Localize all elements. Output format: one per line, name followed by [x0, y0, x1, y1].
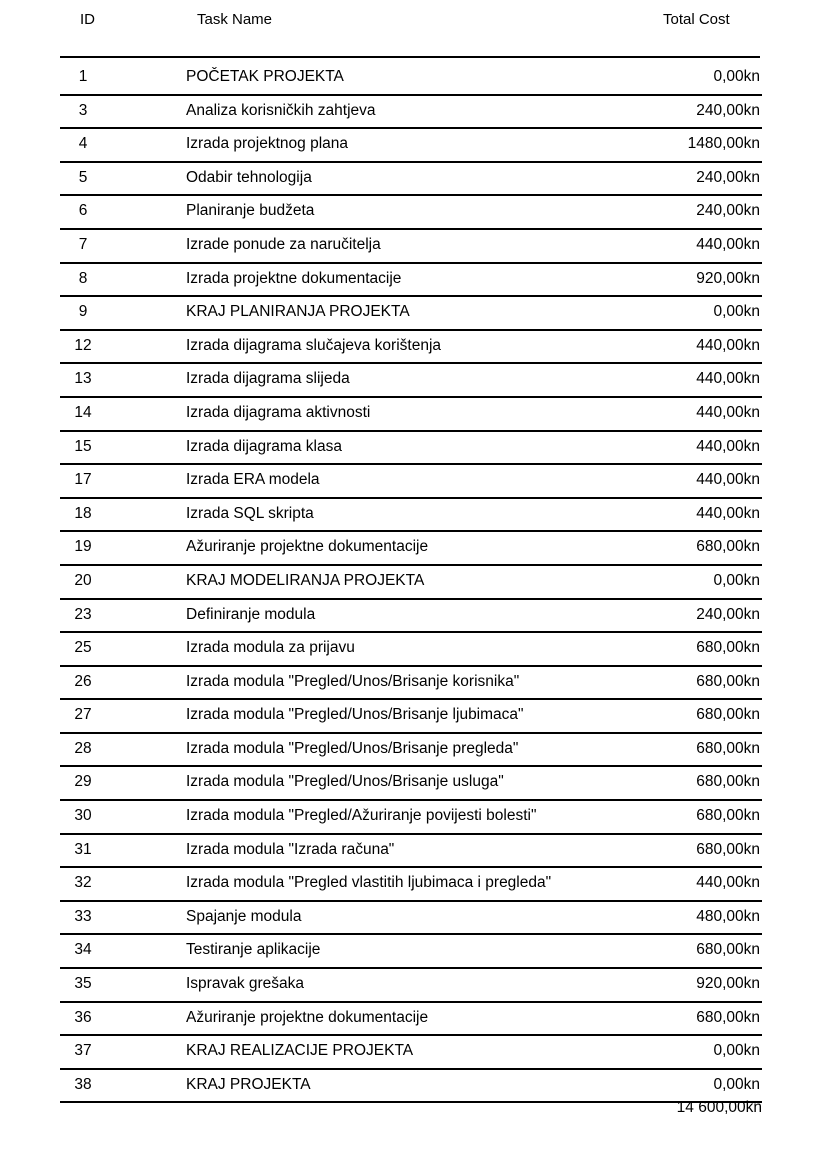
- task-id: 23: [74, 605, 92, 623]
- task-cost: 440,00kn: [696, 471, 760, 489]
- task-id: 3: [78, 101, 88, 119]
- task-name: Izrada modula "Pregled/Unos/Brisanje usluga": [186, 773, 504, 791]
- table-row: [60, 1003, 762, 1037]
- task-id: 17: [74, 471, 92, 489]
- task-id: 27: [74, 706, 92, 724]
- task-name: Definiranje modula: [186, 605, 316, 623]
- task-id: 29: [74, 773, 92, 791]
- task-cost: 440,00kn: [696, 437, 760, 455]
- task-name: Izrade ponude za naručitelja: [186, 235, 381, 253]
- task-name: Izrada modula "Pregled vlastitih ljubimaca i pregleda": [186, 874, 552, 892]
- task-cost: 0,00kn: [713, 571, 760, 589]
- task-name: POČETAK PROJEKTA: [186, 68, 344, 85]
- table-row: [60, 499, 762, 533]
- task-name: Izrada modula "Pregled/Unos/Brisanje pregleda": [186, 739, 519, 757]
- task-name: Planiranje budžeta: [186, 202, 315, 220]
- header-divider: [60, 56, 760, 58]
- column-header-total-cost: Total Cost: [663, 11, 730, 28]
- task-cost: 440,00kn: [696, 235, 760, 253]
- table-row: [60, 566, 762, 600]
- table-row: [60, 868, 762, 902]
- table-row: [60, 600, 762, 634]
- task-id: 26: [74, 672, 92, 690]
- task-id: 12: [74, 336, 92, 354]
- task-name: Izrada modula "Pregled/Unos/Brisanje korisnika": [186, 672, 520, 690]
- task-id: 37: [74, 1042, 92, 1060]
- task-id: 33: [74, 907, 92, 925]
- task-name: Izrada modula "Pregled/Ažuriranje povijesti bolesti": [186, 807, 537, 825]
- task-cost: 920,00kn: [696, 975, 760, 993]
- table-row: [60, 767, 762, 801]
- task-name: Spajanje modula: [186, 907, 302, 925]
- task-cost: 480,00kn: [696, 907, 760, 925]
- task-name: Ispravak grešaka: [186, 975, 305, 993]
- task-cost: 920,00kn: [696, 269, 760, 287]
- table-row: [60, 264, 762, 298]
- table-row: [60, 1036, 762, 1070]
- task-name: Izrada modula za prijavu: [186, 639, 355, 657]
- task-name: Ažuriranje projektne dokumentacije: [186, 538, 429, 556]
- task-cost: 680,00kn: [696, 672, 760, 690]
- task-name: Izrada SQL skripta: [186, 504, 314, 522]
- task-id: 7: [78, 235, 88, 253]
- task-cost: 680,00kn: [696, 773, 760, 791]
- task-cost: 240,00kn: [696, 168, 760, 186]
- task-id: 15: [74, 437, 92, 455]
- task-id: 31: [74, 840, 92, 858]
- task-id: 36: [74, 1008, 92, 1026]
- task-cost: 440,00kn: [696, 370, 760, 388]
- task-id: 18: [74, 504, 92, 522]
- task-name: Odabir tehnologija: [186, 168, 312, 186]
- table-row: [60, 62, 762, 96]
- task-name: Izrada dijagrama slijeda: [186, 370, 350, 388]
- table-row: [60, 96, 762, 130]
- task-name: Izrada projektnog plana: [186, 135, 349, 153]
- task-id: 5: [78, 168, 88, 186]
- task-id: 4: [78, 135, 88, 153]
- task-name: KRAJ PROJEKTA: [186, 1075, 311, 1093]
- task-id: 25: [74, 639, 92, 657]
- table-row: [60, 432, 762, 466]
- task-id: 38: [74, 1075, 92, 1093]
- table-row: [60, 196, 762, 230]
- task-name: KRAJ REALIZACIJE PROJEKTA: [186, 1042, 414, 1060]
- task-cost: 680,00kn: [696, 941, 760, 959]
- task-id: 34: [74, 941, 92, 959]
- task-cost-table: [60, 62, 762, 1103]
- table-row: [60, 835, 762, 869]
- grand-total: 14 600,00kn: [676, 1099, 762, 1116]
- table-row: [60, 331, 762, 365]
- task-cost: 0,00kn: [713, 68, 760, 85]
- task-id: 35: [74, 975, 92, 993]
- task-cost: 680,00kn: [696, 840, 760, 858]
- table-row: [60, 532, 762, 566]
- table-row: [60, 902, 762, 936]
- task-id: 28: [74, 739, 92, 757]
- task-name: KRAJ PLANIRANJA PROJEKTA: [186, 303, 410, 321]
- table-row: [60, 465, 762, 499]
- table-row: [60, 700, 762, 734]
- table-row: [60, 969, 762, 1003]
- task-cost: 680,00kn: [696, 807, 760, 825]
- task-cost: 680,00kn: [696, 739, 760, 757]
- task-name: Izrada dijagrama klasa: [186, 437, 342, 455]
- task-cost: 680,00kn: [696, 639, 760, 657]
- task-cost: 240,00kn: [696, 202, 760, 220]
- task-id: 8: [78, 269, 88, 287]
- task-name: Testiranje aplikacije: [186, 941, 321, 959]
- task-cost: 680,00kn: [696, 538, 760, 556]
- task-name: Analiza korisničkih zahtjeva: [186, 101, 376, 119]
- column-header-task-name: Task Name: [197, 11, 273, 28]
- task-name: Ažuriranje projektne dokumentacije: [186, 1008, 429, 1026]
- task-cost: 0,00kn: [713, 1042, 760, 1060]
- task-cost: 680,00kn: [696, 706, 760, 724]
- table-row: [60, 398, 762, 432]
- task-name: Izrada dijagrama aktivnosti: [186, 403, 371, 421]
- table-row: [60, 129, 762, 163]
- task-name: Izrada modula "Izrada računa": [186, 840, 395, 858]
- table-row: [60, 230, 762, 264]
- task-id: 30: [74, 807, 92, 825]
- task-cost: 240,00kn: [696, 101, 760, 119]
- task-cost: 240,00kn: [696, 605, 760, 623]
- task-cost: 440,00kn: [696, 874, 760, 892]
- task-cost: 1480,00kn: [687, 135, 760, 153]
- task-id: 19: [74, 538, 92, 556]
- task-cost: 440,00kn: [696, 336, 760, 354]
- task-cost: 440,00kn: [696, 403, 760, 421]
- task-name: Izrada dijagrama slučajeva korištenja: [186, 336, 442, 354]
- task-cost: 0,00kn: [713, 1075, 760, 1093]
- table-row: [60, 633, 762, 667]
- task-id: 6: [78, 202, 88, 220]
- task-id: 32: [74, 874, 92, 892]
- table-row: [60, 935, 762, 969]
- table-row: [60, 163, 762, 197]
- task-name: Izrada projektne dokumentacije: [186, 269, 402, 287]
- table-row: [60, 364, 762, 398]
- table-row: [60, 801, 762, 835]
- task-id: 14: [74, 403, 92, 421]
- task-id: 20: [74, 571, 92, 589]
- task-id: 1: [78, 68, 88, 85]
- table-row: [60, 297, 762, 331]
- task-cost: 680,00kn: [696, 1008, 760, 1026]
- table-row: [60, 734, 762, 768]
- task-name: KRAJ MODELIRANJA PROJEKTA: [186, 571, 425, 589]
- table-row: [60, 667, 762, 701]
- task-id: 13: [74, 370, 92, 388]
- task-id: 9: [78, 303, 88, 321]
- task-name: Izrada ERA modela: [186, 471, 320, 489]
- task-name: Izrada modula "Pregled/Unos/Brisanje ljubimaca": [186, 706, 524, 724]
- task-cost: 0,00kn: [713, 303, 760, 321]
- task-cost: 440,00kn: [696, 504, 760, 522]
- column-header-id: ID: [80, 11, 95, 28]
